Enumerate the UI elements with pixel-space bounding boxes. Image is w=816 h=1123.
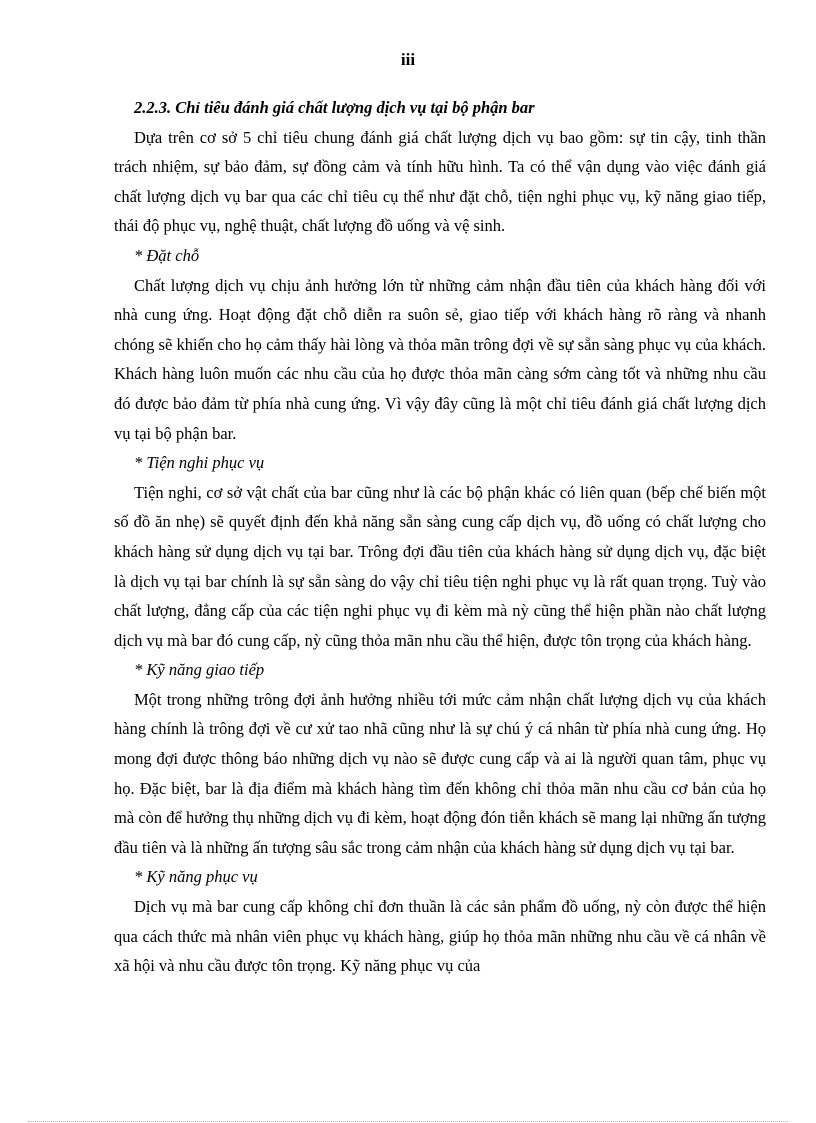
document-body [114,93,766,981]
page-number: iii [400,50,416,69]
section-heading: 2.2.3. Chỉ tiêu đánh giá chất lượng dịch vụ tại bộ phận bar [134,98,535,117]
subsection-text-dat-cho: Chất lượng dịch vụ chịu ảnh hưởng lớn từ những cảm nhận đầu tiên của khách hàng đối với nhà cung ứng. Hoạt động đặt chỗ diễn ra suôn sẻ, giao tiếp với khách hàng rõ ràng và nhanh chóng sẽ khiến cho họ cảm thấy hài lòng và thỏa mãn trông đợi về sự sẵn sàng phục vụ của khách. Khách hàng luôn muốn các nhu cầu của họ được thỏa mãn càng sớm càng tốt và những nhu cầu đó được bảo đảm từ phía nhà cung ứng. Vì vậy đây cũng là một chỉ tiêu đánh giá chất lượng dịch vụ tại bộ phận bar. [114,275,766,443]
intro-paragraph: Dựa trên cơ sở 5 chỉ tiêu chung đánh giá chất lượng dịch vụ bao gồm: sự tin cậy, tinh thần trách nhiệm, sự bảo đảm, sự đồng cảm và tính hữu hình. Ta có thể vận dụng vào việc đánh giá chất lượng dịch vụ bar qua các chỉ tiêu cụ thể như đặt chỗ, tiện nghi phục vụ, kỹ năng giao tiếp, thái độ phục vụ, nghệ thuật, chất lượng đồ uống và vệ sinh. [114,127,766,236]
subsection-text-giao-tiep: Một trong những trông đợi ảnh hưởng nhiều tới mức cảm nhận chất lượng dịch vụ của khách hàng chính là trông đợi về cư xử tao nhã cũng như là sự chú ý cá nhân từ phía nhà cung ứng. Họ mong đợi được thông báo những dịch vụ nào sẽ được cung cấp và ai là người quan tâm, phục vụ họ. Đặc biệt, bar là địa điểm mà khách hàng tìm đến không chỉ thỏa mãn nhu cầu cơ bản của họ mà còn để hưởng thụ những dịch vụ đi kèm, hoạt động đón tiễn khách sẽ mang lại những ấn tượng đầu tiên và là những ấn tượng sâu sắc trong cảm nhận của khách hàng sử dụng dịch vụ tại bar. [114,689,766,857]
subsection-title-tien-nghi: * Tiện nghi phục vụ [134,453,265,473]
subsection-text-tien-nghi: Tiện nghi, cơ sở vật chất của bar cũng như là các bộ phận khác có liên quan (bếp chế biến một số đồ ăn nhẹ) sẽ quyết định đến khả năng sẵn sàng cung cấp dịch vụ, đồ uống có chất lượng cho khách hàng sử dụng dịch vụ tại bar. Trông đợi đầu tiên của khách hàng sử dụng dịch vụ, đặc biệt là dịch vụ tại bar chính là sự sẵn sàng do vậy chỉ tiêu tiện nghi phục vụ là rất quan trọng. Tuỳ vào chất lượng, đẳng cấp của các tiện nghi phục vụ đi kèm mà nỳ cũng thể hiện phần nào chất lượng dịch vụ mà bar đó cung cấp, nỳ cũng thỏa mãn nhu cầu thể hiện, được tôn trọng của khách hàng. [114,482,766,650]
subsection-text-phuc-vu: Dịch vụ mà bar cung cấp không chỉ đơn thuần là các sản phẩm đồ uống, nỳ còn được thể hiện qua cách thức mà nhân viên phục vụ khách hàng, giúp họ thỏa mãn những nhu cầu về cá nhân về xã hội và nhu cầu được tôn trọng. Kỹ năng phục vụ của [114,897,766,976]
subsection-title-giao-tiep: * Kỹ năng giao tiếp [134,660,265,680]
subsection-title-dat-cho: * Đặt chỗ [134,245,200,265]
page-bottom-divider [28,1121,788,1122]
subsection-title-phuc-vu: * Kỹ năng phục vụ [134,867,258,887]
